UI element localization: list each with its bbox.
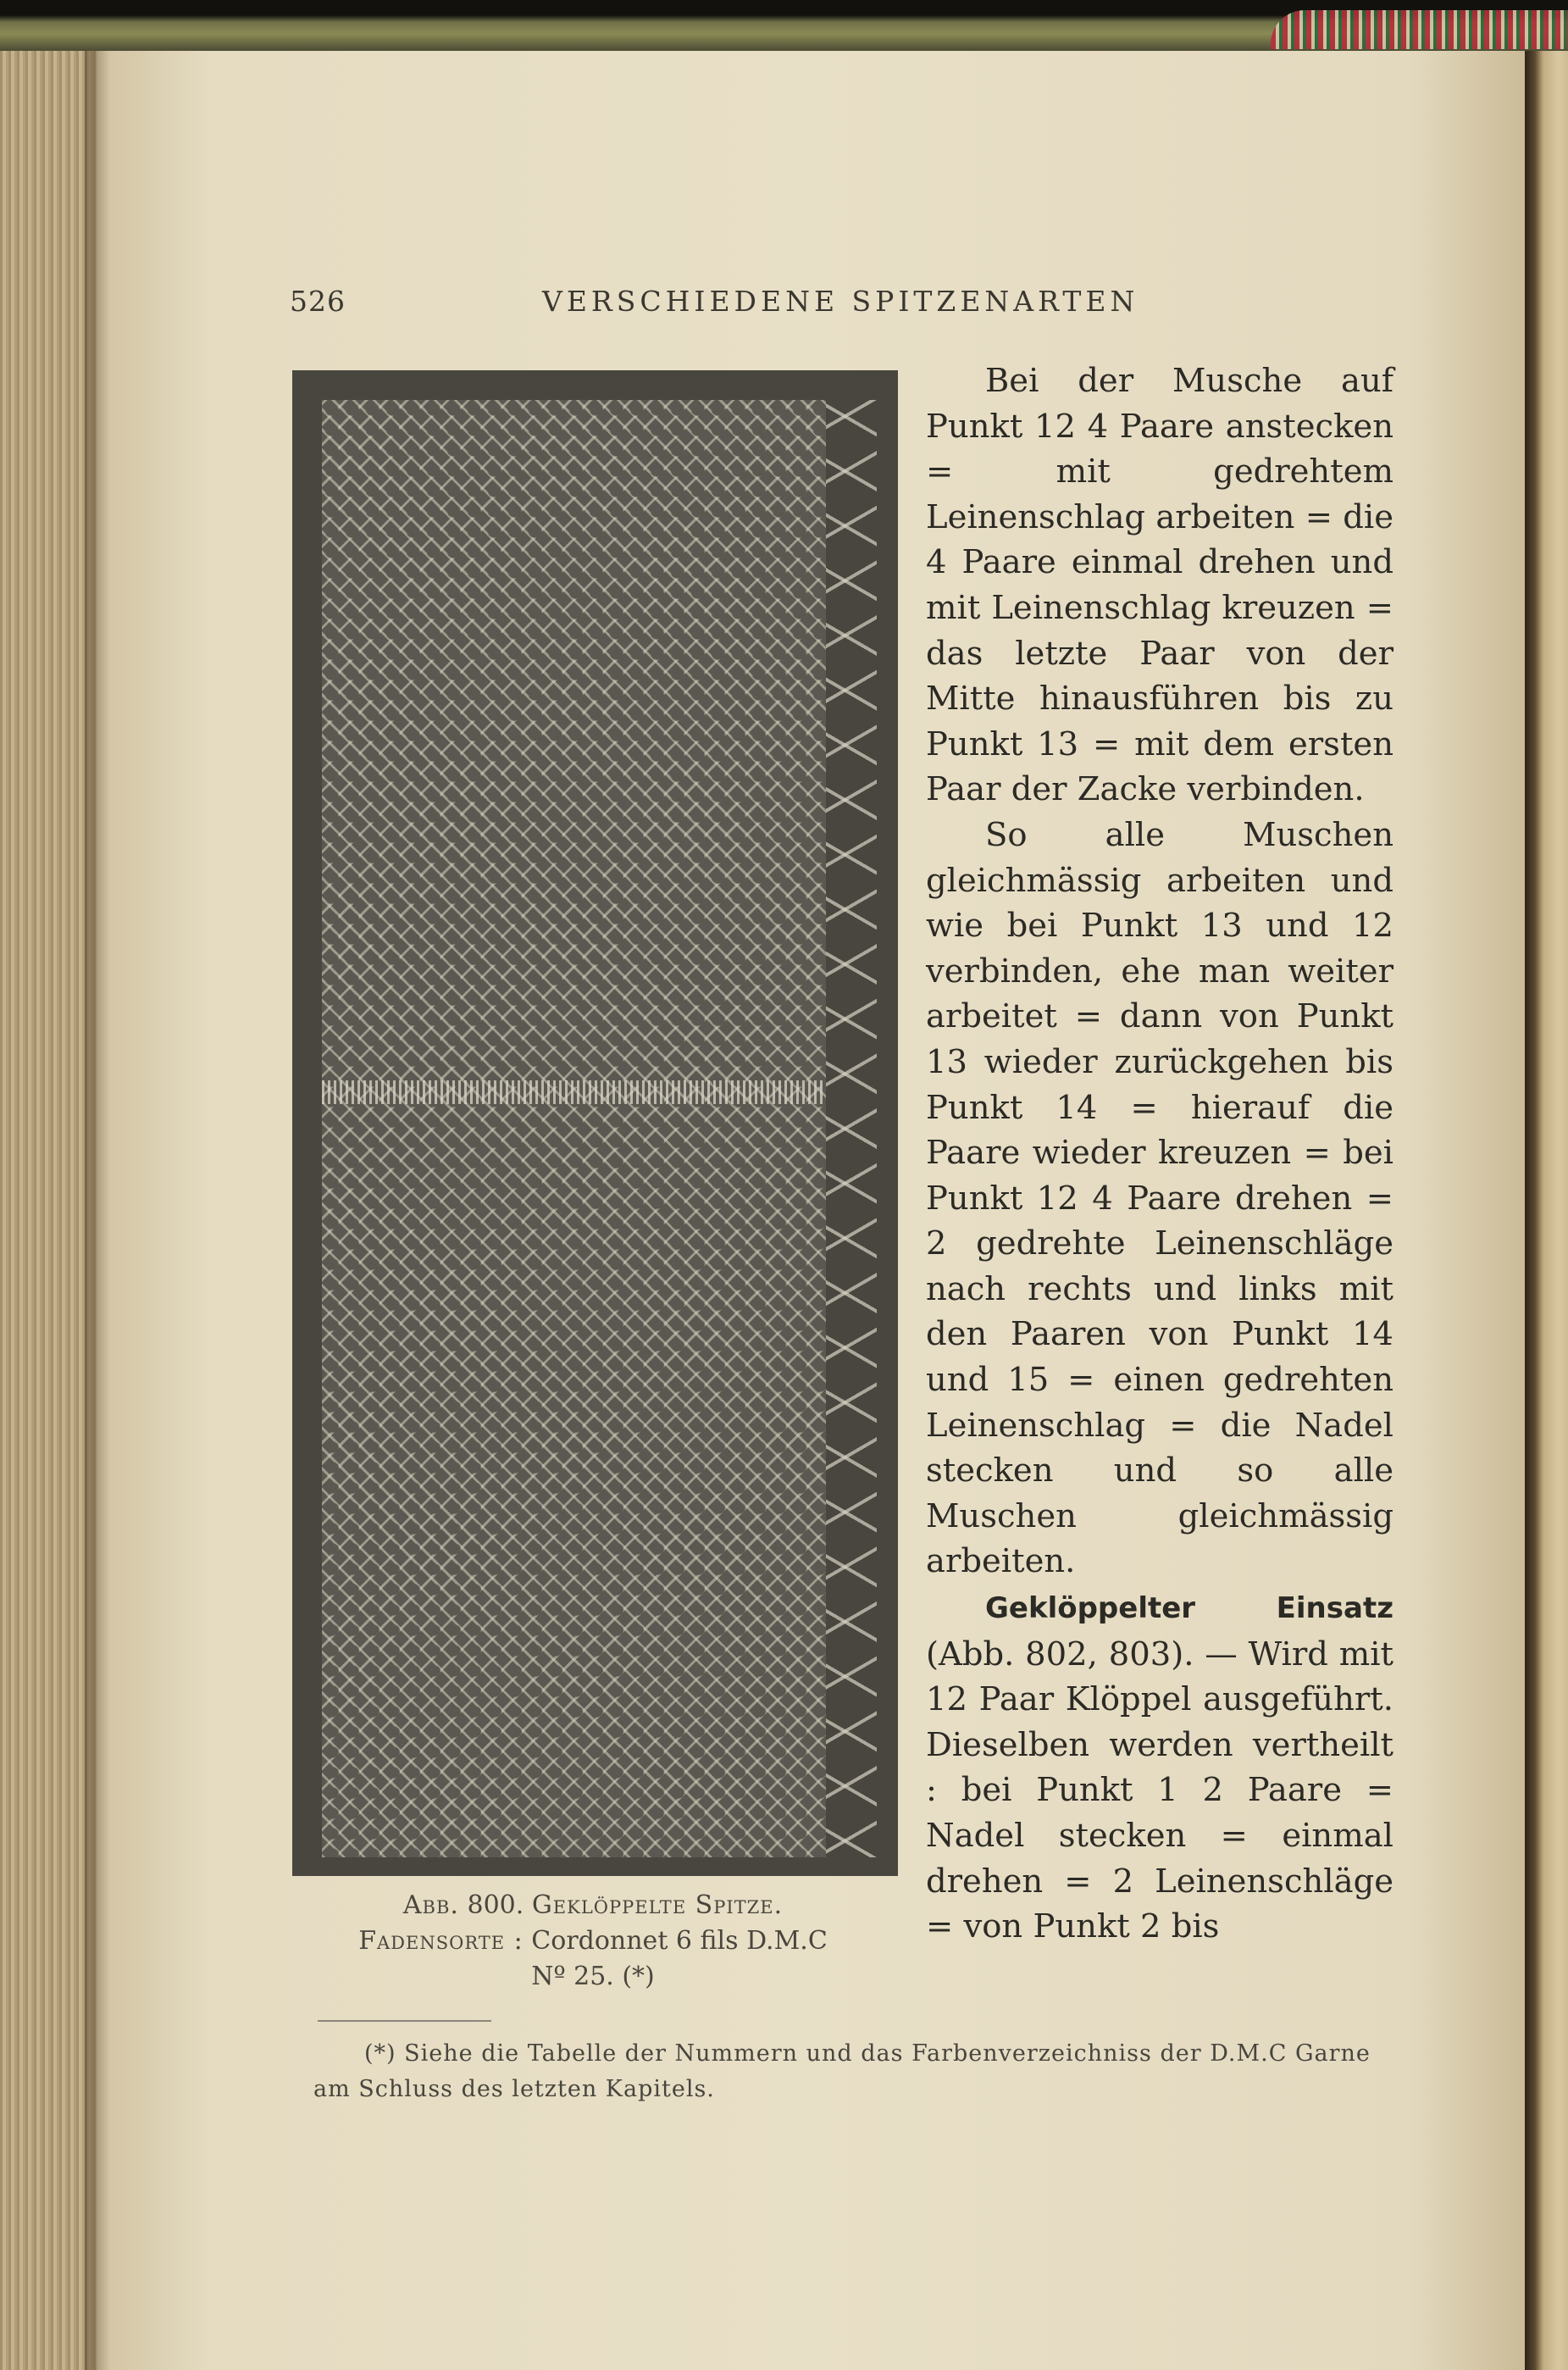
lace-pattern-image: [322, 400, 826, 1857]
caption-abb-label: Abb.: [402, 1890, 459, 1920]
section-text: (Abb. 802, 803). — Wird mit 12 Paar Klöppel ausgeführt. Dieselben werden vertheilt : bei Punkt 1 2 Paare = Nadel stecken = einmal drehen = 2 Leinenschläge = von Punkt 2 bis: [926, 1635, 1393, 1946]
caption-number-line: Nº 25. (*): [531, 1962, 655, 1991]
page-number: 526: [290, 285, 346, 318]
footnote: (*) Siehe die Tabelle der Nummern und das Farbenverzeichniss der D.M.C Garne am Schluss des letzten Kapitels.: [313, 2040, 1371, 2102]
page-stack-right: [1525, 51, 1568, 2370]
caption-line-2: [288, 1923, 898, 1959]
lace-insertion-band: [322, 1080, 826, 1104]
page-stack-left: [0, 51, 97, 2370]
lace-scalloped-edge: [826, 400, 877, 1857]
section-paragraph: [926, 1585, 1393, 1950]
caption-abb-number: 800.: [467, 1890, 524, 1920]
caption-line-1: [288, 1888, 898, 1923]
section-heading: Geklöppelter Einsatz: [985, 1591, 1393, 1626]
caption-title: Geklöppelte Spitze.: [531, 1890, 784, 1920]
figure-caption: [288, 1888, 898, 1995]
paragraph: Bei der Musche auf Punkt 12 4 Paare anstecken = mit gedrehtem Leinenschlag arbeiten = die 4 Paare einmal drehen und mit Leinenschlag kreuzen = das letzte Paar von der Mitte hinausführen bis zu Punkt 13 = mit dem ersten Paar der Zacke verbinden.: [926, 362, 1393, 809]
body-column: [926, 358, 1393, 1950]
caption-fadensorte-value: Cordonnet 6 fils D.M.C: [531, 1926, 828, 1956]
caption-fadensorte-label: Fadensorte :: [358, 1926, 524, 1956]
running-title: VERSCHIEDENE SPITZENARTEN: [542, 285, 1139, 318]
footnote-divider: [318, 2020, 491, 2022]
bookmark-ribbon: [1271, 10, 1568, 49]
paragraph: So alle Muschen gleichmässig arbeiten und wie bei Punkt 13 und 12 verbinden, ehe man weiter arbeitet = dann von Punkt 13 wieder zurückgehen bis Punkt 14 = hierauf die Paare wieder kreuzen = bei Punkt 12 4 Paare drehen = 2 gedrehte Leinenschläge nach rechts und links mit den Paaren von Punkt 14 und 15 = einen gedrehten Leinenschlag = die Nadel stecken und so alle Muschen gleichmässig arbeiten.: [926, 815, 1393, 1581]
gutter-shadow: [85, 51, 110, 2370]
